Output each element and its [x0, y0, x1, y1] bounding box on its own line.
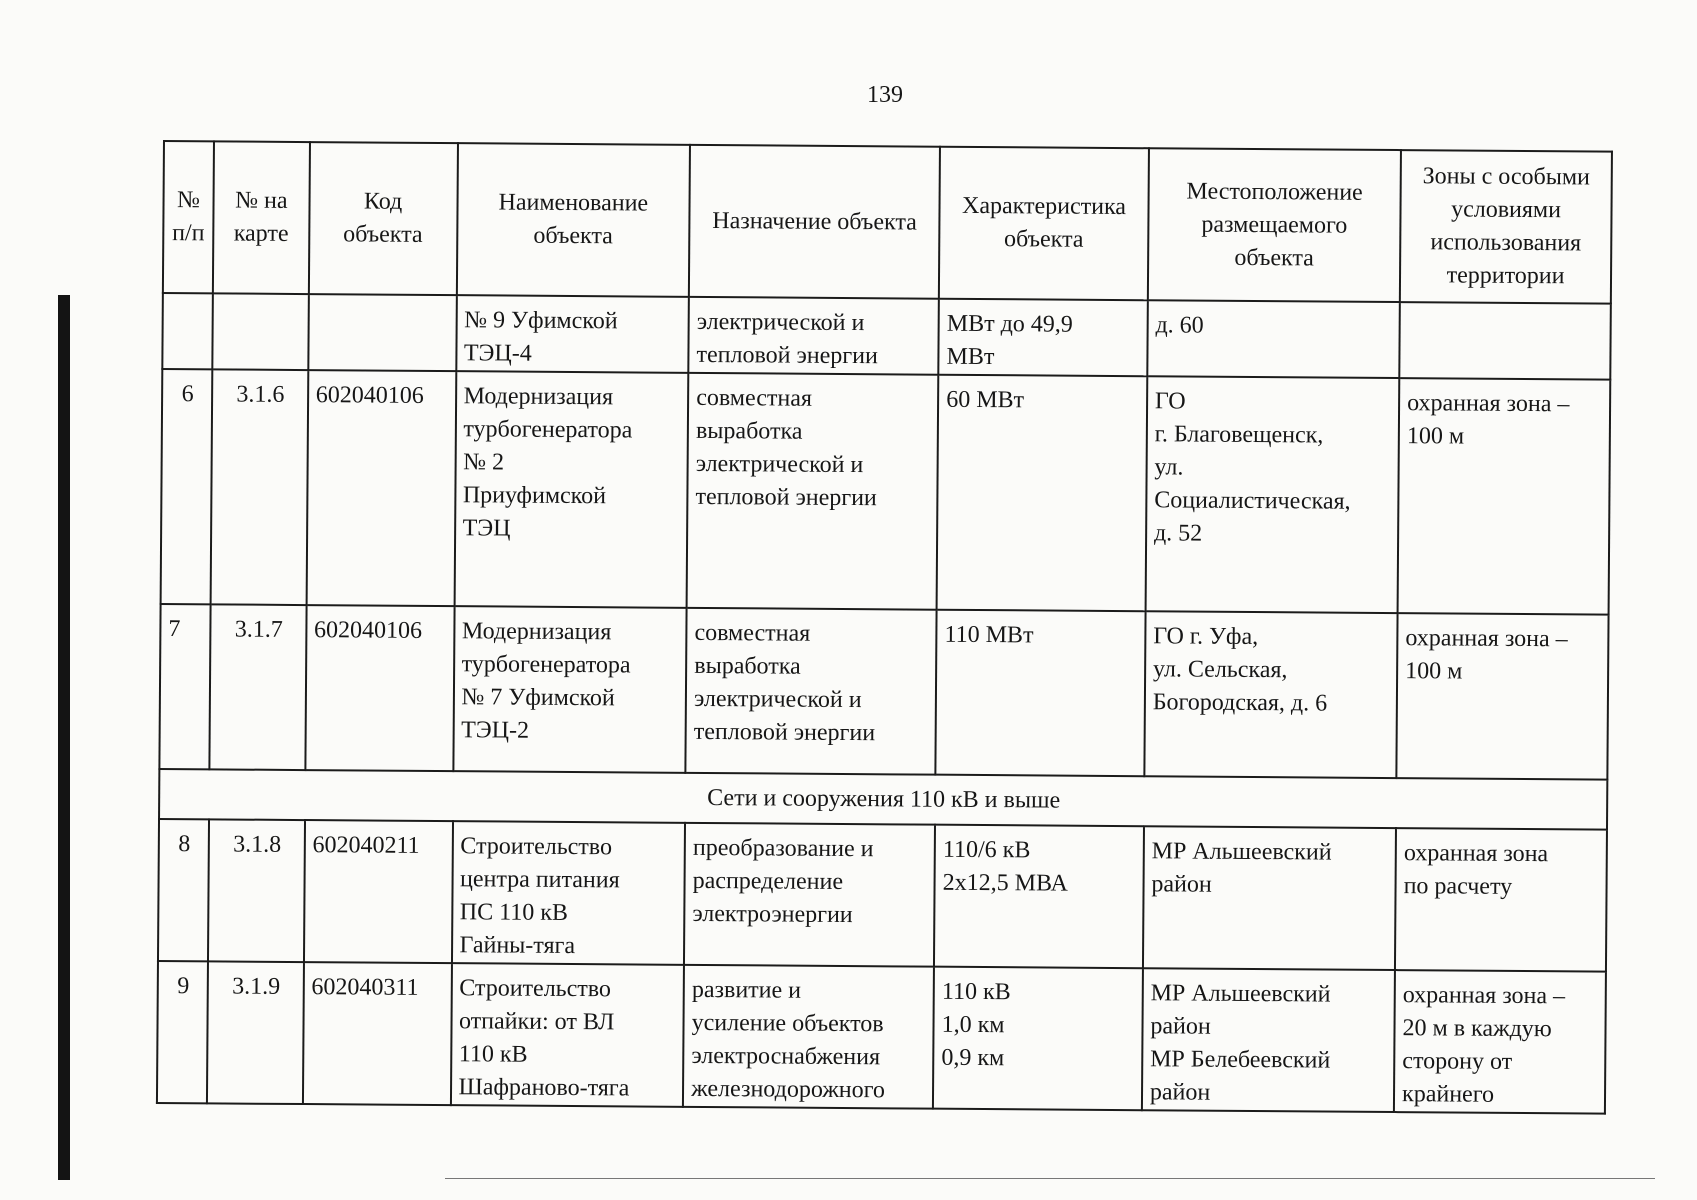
header-cell: № на карте: [213, 141, 310, 294]
header-row: [163, 141, 1612, 304]
table-row: [158, 819, 1607, 972]
cell-spec: 110 МВт: [936, 610, 1146, 777]
cell-map: [212, 293, 308, 370]
cell-spec: 110 кВ 1,0 км 0,9 км: [933, 967, 1143, 1111]
cell-purpose: совместная выработка электрической и тепловой энергии: [686, 608, 937, 775]
cell-zones: охранная зона – 20 м в каждую сторону от крайнего: [1394, 970, 1606, 1114]
cell-location: д. 60: [1147, 300, 1400, 378]
cell-code: 602040106: [305, 605, 454, 771]
cell-purpose: преобразование и распределение электроэнергии: [684, 823, 935, 967]
section-title: Сети и сооружения 110 кВ и выше: [159, 769, 1607, 830]
cell-name: № 9 Уфимской ТЭЦ-4: [456, 295, 689, 373]
table-row: [157, 961, 1606, 1114]
header-cell: Назначение объекта: [689, 145, 940, 299]
cell-num: 6: [161, 369, 213, 604]
cell-zones: [1399, 302, 1610, 380]
table-row: [162, 293, 1611, 380]
cell-name: Строительство центра питания ПС 110 кВ Гайны-тяга: [451, 821, 685, 965]
cell-code: 602040211: [304, 820, 453, 963]
cell-map: 3.1.8: [208, 819, 305, 962]
bottom-rule: [445, 1178, 1655, 1179]
cell-zones: охранная зона – 100 м: [1396, 613, 1608, 780]
header-cell: Характеристика объекта: [939, 147, 1149, 301]
table-row: [159, 604, 1608, 780]
objects-table: [156, 140, 1613, 1115]
cell-purpose: развитие и усиление объектов электроснабжения железнодорожного: [683, 965, 934, 1109]
page-number: 139: [867, 82, 903, 108]
cell-num: [162, 293, 213, 369]
cell-location: МР Альшеевский район: [1143, 826, 1396, 970]
header-cell: Наименование объекта: [456, 143, 690, 297]
header-cell: Зоны с особыми условиями использования территории: [1400, 150, 1612, 304]
cell-map: 3.1.9: [207, 961, 304, 1104]
cell-num: 9: [157, 961, 208, 1103]
cell-name: Модернизация турбогенератора № 2 Приуфимской ТЭЦ: [454, 371, 688, 608]
cell-name: Модернизация турбогенератора № 7 Уфимской ТЭЦ-2: [453, 606, 687, 773]
scan-edge-shadow: [58, 295, 70, 1180]
cell-code: [308, 294, 456, 371]
header-cell: Местоположение размещаемого объекта: [1148, 148, 1401, 302]
cell-spec: МВт до 49,9 МВт: [938, 299, 1147, 377]
cell-location: МР Альшеевский район МР Белебеевский район: [1142, 968, 1395, 1112]
cell-purpose: совместная выработка электрической и тепловой энергии: [687, 373, 939, 610]
table-row: [161, 369, 1611, 615]
cell-code: 602040106: [306, 370, 456, 606]
cell-zones: охранная зона по расчету: [1395, 828, 1607, 972]
header-cell: № п/п: [163, 141, 214, 293]
cell-zones: охранная зона – 100 м: [1398, 378, 1611, 615]
cell-num: 7: [159, 604, 210, 769]
cell-code: 602040311: [303, 962, 452, 1105]
cell-location: ГО г. Благовещенск, ул. Социалистическая, д. 52: [1145, 376, 1399, 613]
cell-spec: 60 МВт: [937, 375, 1147, 612]
cell-spec: 110/6 кВ 2х12,5 МВА: [934, 825, 1144, 969]
header-cell: Код объекта: [309, 142, 458, 295]
cell-location: ГО г. Уфа, ул. Сельская, Богородская, д. 6: [1144, 611, 1397, 778]
cell-num: 8: [158, 819, 209, 961]
cell-purpose: электрической и тепловой энергии: [688, 297, 939, 375]
cell-name: Строительство отпайки: от ВЛ 110 кВ Шафраново-тяга: [450, 963, 684, 1107]
cell-map: 3.1.6: [211, 369, 308, 605]
cell-map: 3.1.7: [209, 604, 306, 770]
